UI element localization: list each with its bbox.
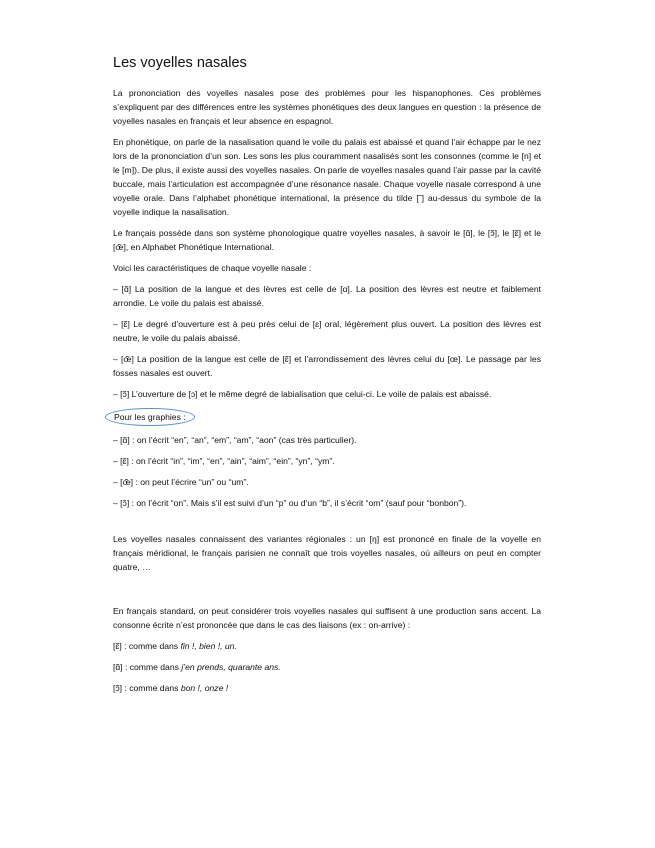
graphies-heading <box>113 408 541 426</box>
graphie-un: – [œ̃] : on peut l’écrire “un” ou “um”. <box>113 477 249 487</box>
four-vowels-paragraph: Le français possède dans son système phonologique quatre voyelles nasales, à savoir le [ɑ̃], le [ɔ̃], le [ɛ̃] et le [œ̃], en Alphabet Phonétique International. <box>113 228 541 252</box>
example-on <box>113 681 541 695</box>
nasalisation-paragraph: En phonétique, on parle de la nasalisation quand le voile du palais est abaissé et quand l’air échappe par le nez lors de la prononciation d’un son. Les sons les plus couramment nasalisés sont les consonnes (comme le [n] et le [m]). De plus, il existe aussi des voyelles nasales. On parle de voyelles nasales quand l’air passe par la cavité buccale, mais l’articulation est accompagnée d’une résonance nasale. Chaque voyelle nasale correspond à une voyelle orale. Dans l’alphabet phonétique international, la présence du tilde [˜] au-dessus du symbole de la voyelle indique la nasalisation. <box>113 137 541 217</box>
characteristics-heading: Voici les caractéristiques de chaque voyelle nasale : <box>113 263 312 273</box>
graphie-on: – [ɔ̃] : on l’écrit “on”. Mais s’il est suivi d’un “p” ou d’un “b”, il s’écrit “om” (sauf pour “bonbon”). <box>113 498 467 508</box>
vowel-un-description: – [œ̃] La position de la langue est celle de [ɛ̃] et l’arrondissement des lèvres celui du [œ]. Le passage par les fosses nasales est ouvert. <box>113 354 541 378</box>
graphies-label: Pour les graphies : <box>105 408 195 426</box>
vowel-an-description: – [ɑ̃] La position de la langue et des lèvres est celle de [ɑ]. La position des lèvres est neutre et faiblement arrondie. Le voile du palais est abaissé. <box>113 284 541 308</box>
example-in-prefix: [ɛ̃] : comme dans <box>113 641 181 651</box>
example-on-prefix: [ɔ̃] : comme dans <box>113 683 181 693</box>
vowel-in-description: – [ɛ̃] Le degré d’ouverture est à peu près celui de [ɛ] oral, légèrement plus ouvert. La position des lèvres est neutre, le voile du palais abaissé. <box>113 319 541 343</box>
intro-paragraph: La prononciation des voyelles nasales pose des problèmes pour les hispanophones. Ces problèmes s’expliquent par des différences entre les systèmes phonétiques des deux langues en question : la présence de voyelles nasales en français et leur absence en espagnol. <box>113 88 541 126</box>
page-title: Les voyelles nasales <box>113 55 247 71</box>
graphie-an: – [ɑ̃] : on l’écrit “en”, “an”, “em”, “am”, “aon” (cas très particulier). <box>113 435 357 445</box>
vowel-on-description: – [ɔ̃] L’ouverture de [ɔ] et le même degré de labialisation que celui-ci. Le voile de palais est abaissé. <box>113 389 492 399</box>
example-an <box>113 660 541 674</box>
spacer <box>113 581 541 604</box>
example-an-words: j’en prends, quarante ans. <box>181 662 281 672</box>
spacer <box>113 517 541 532</box>
regional-variants-paragraph: Les voyelles nasales connaissent des variantes régionales : un [ŋ] est prononcé en finale de la voyelle en français méridional, le français parisien ne connaît que trois voyelles nasales, où ailleurs on peut en compter quatre, … <box>113 534 541 572</box>
example-in-words: fin !, bien !, un. <box>180 641 237 651</box>
example-in <box>113 639 541 653</box>
example-on-words: bon !, onze ! <box>180 683 229 693</box>
standard-french-paragraph: En français standard, on peut considérer trois voyelles nasales qui suffisent à une production sans accent. La consonne écrite n’est prononcée que dans le cas des liaisons (ex : on-arrive) : <box>113 606 541 630</box>
document-page <box>113 54 541 702</box>
example-an-prefix: [ɑ̃] : comme dans <box>113 662 182 672</box>
graphie-in: – [ɛ̃] : on l’écrit “in”, “im”, “en”, “ain”, “aim”, “ein”, “yn”, “ym”. <box>113 456 335 466</box>
